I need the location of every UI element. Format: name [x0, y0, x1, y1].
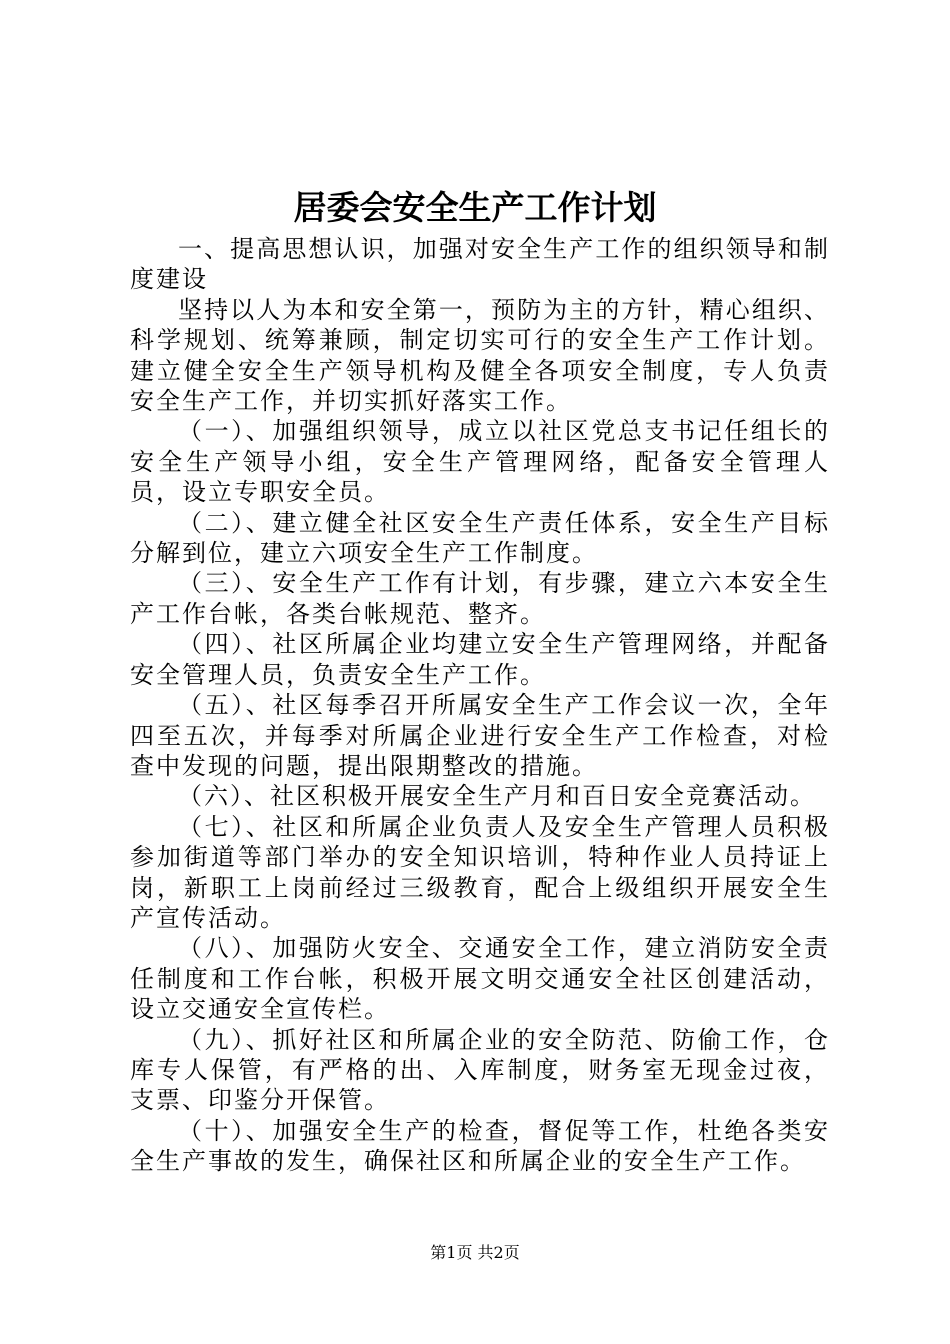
- list-item: （一）、加强组织领导，成立以社区党总支书记任组长的安全生产领导小组，安全生产管理网络，配备安全管理人员，设立专职安全员。: [130, 417, 830, 507]
- list-item: （十）、加强安全生产的检查，督促等工作，杜绝各类安全生产事故的发生，确保社区和所属企业的安全生产工作。: [130, 1116, 830, 1176]
- list-item: （九）、抓好社区和所属企业的安全防范、防偷工作，仓库专人保管，有严格的出、入库制度，财务室无现金过夜，支票、印鉴分开保管。: [130, 1025, 830, 1115]
- list-item: （八）、加强防火安全、交通安全工作，建立消防安全责任制度和工作台帐，积极开展文明交通安全社区创建活动，设立交通安全宣传栏。: [130, 934, 830, 1024]
- list-item: （六）、社区积极开展安全生产月和百日安全竞赛活动。: [178, 782, 816, 811]
- document-title: 居委会安全生产工作计划: [293, 188, 657, 227]
- page-footer: 第1页 共2页: [430, 1243, 520, 1262]
- list-item: （四）、社区所属企业均建立安全生产管理网络，并配备安全管理人员，负责安全生产工作。: [130, 630, 830, 689]
- list-item: （二）、建立健全社区安全生产责任体系，安全生产目标分解到位，建立六项安全生产工作制度。: [130, 508, 830, 568]
- list-item: （五）、社区每季召开所属安全生产工作会议一次，全年四至五次，并每季对所属企业进行安全生产工作检查，对检查中发现的问题，提出限期整改的措施。: [130, 691, 830, 780]
- body-paragraph: 坚持以人为本和安全第一，预防为主的方针，精心组织、科学规划、统筹兼顾，制定切实可行的安全生产工作计划。建立健全安全生产领导机构及健全各项安全制度，专人负责安全生产工作，并切实抓好落实工作。: [130, 295, 830, 416]
- list-item: （三）、安全生产工作有计划，有步骤，建立六本安全生产工作台帐，各类台帐规范、整齐。: [130, 569, 830, 628]
- list-item: （七）、社区和所属企业负责人及安全生产管理人员积极参加街道等部门举办的安全知识培训，特种作业人员持证上岗，新职工上岗前经过三级教育，配合上级组织开展安全生产宣传活动。: [130, 812, 830, 932]
- section-heading-1: 一、提高思想认识，加强对安全生产工作的组织领导和制度建设: [130, 235, 830, 294]
- document-body: [130, 234, 830, 1177]
